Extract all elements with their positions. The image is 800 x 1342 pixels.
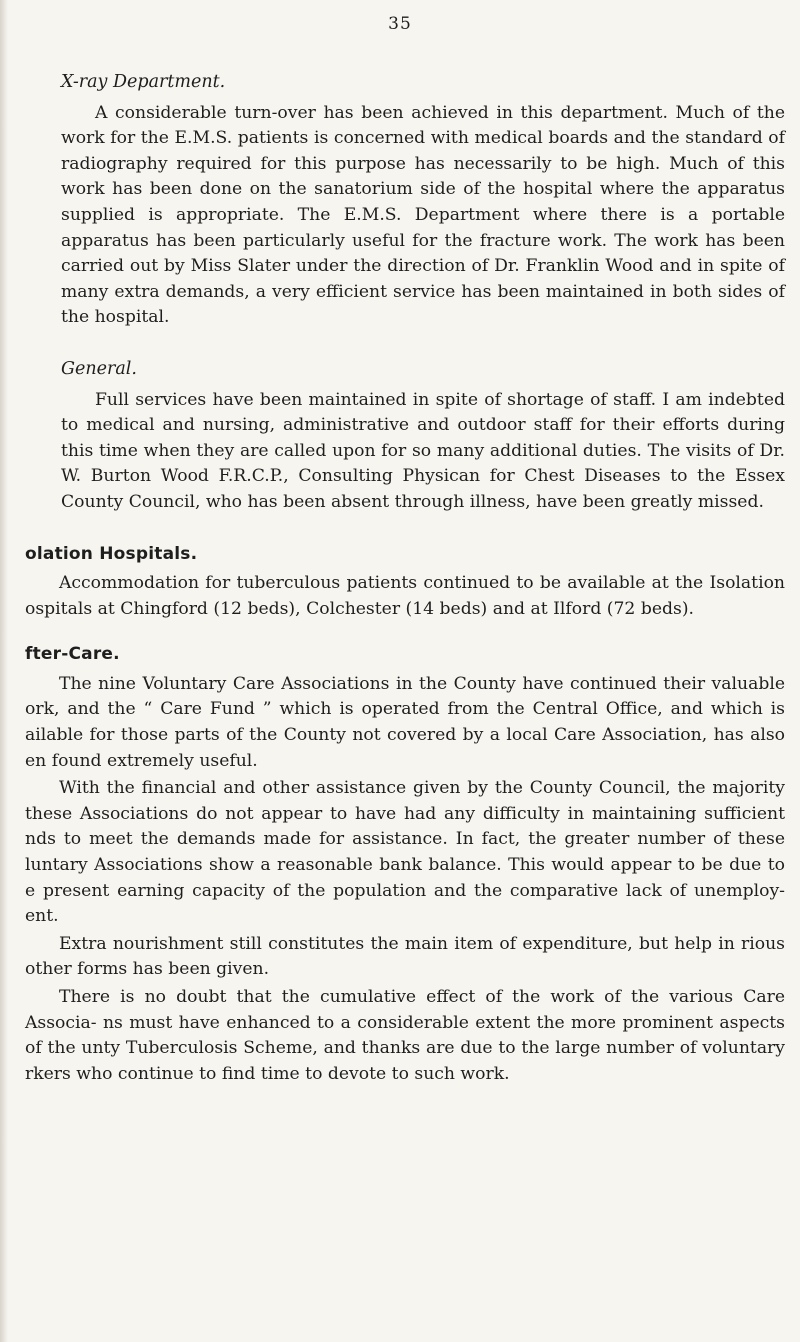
- section-heading-xray: X-ray Department.: [61, 72, 226, 92]
- paragraph: With the financial and other assistance given by the County Council, the majority these Associations do not appear to have had any difficulty in maintaining sufficient nds to meet the demands made for assistance. In fact, the greater number of these luntary Associations show a reasonable bank balance. This would appear to be due to e present earning capacity of the population and the comparative lack of unemploy- ent.: [25, 778, 785, 927]
- page-edge-shadow: [0, 0, 8, 1342]
- section-xray: [25, 70, 785, 331]
- section-after-care: [25, 642, 785, 1087]
- document-body: [25, 70, 785, 1113]
- section-heading-isolation-hospitals: olation Hospitals.: [25, 543, 198, 564]
- paragraph: Accommodation for tuberculous patients continued to be available at the Isolation ospitals at Chingford (12 beds), Colchester (14 beds) and at Ilford (72 beds).: [25, 573, 785, 619]
- section-heading-after-care: fter-Care.: [25, 644, 120, 665]
- section-isolation-hospitals: [25, 542, 785, 623]
- paragraph: There is no doubt that the cumulative effect of the work of the various Care Associa- ns must have enhanced to a considerable extent the more prominent aspects of the unty Tuberculosis Scheme, and thanks are due to the large number of voluntary rkers who continue to find time to devote to such work.: [25, 987, 785, 1084]
- paragraph: Extra nourishment still constitutes the main item of expenditure, but help in rious other forms has been given.: [25, 933, 785, 980]
- paragraph: Full services have been maintained in spite of shortage of staff. I am indebted to medical and nursing, administrative and outdoor staff for their efforts during this time when they are called upon for so many additional duties. The visits of Dr. W. Burton Wood F.R.C.P., Consulting Physican for Chest Diseases to the Essex County Council, who has been absent through illness, have been greatly missed.: [61, 389, 785, 512]
- paragraph: The nine Voluntary Care Associations in the County have continued their valuable ork, and the “ Care Fund ” which is operated from the Central Office, and which is ailable for those parts of the County not covered by a local Care Association, has also en found extremely useful.: [25, 673, 785, 771]
- page-number: 35: [388, 14, 412, 34]
- paragraph: A considerable turn-over has been achieved in this department. Much of the work for the E.M.S. patients is concerned with medical boards and the standard of radiography required for this purpose has necessarily to be high. Much of this work has been done on the sanatorium side of the hospital where the apparatus supplied is appropriate. The E.M.S. Department where there is a portable apparatus has been particularly useful for the fracture work. The work has been carried out by Miss Slater under the direction of Dr. Franklin Wood and in spite of many extra demands, a very efficient service has been maintained in both sides of the hospital.: [61, 102, 785, 328]
- section-general: [25, 357, 785, 516]
- section-heading-general: General.: [61, 358, 137, 379]
